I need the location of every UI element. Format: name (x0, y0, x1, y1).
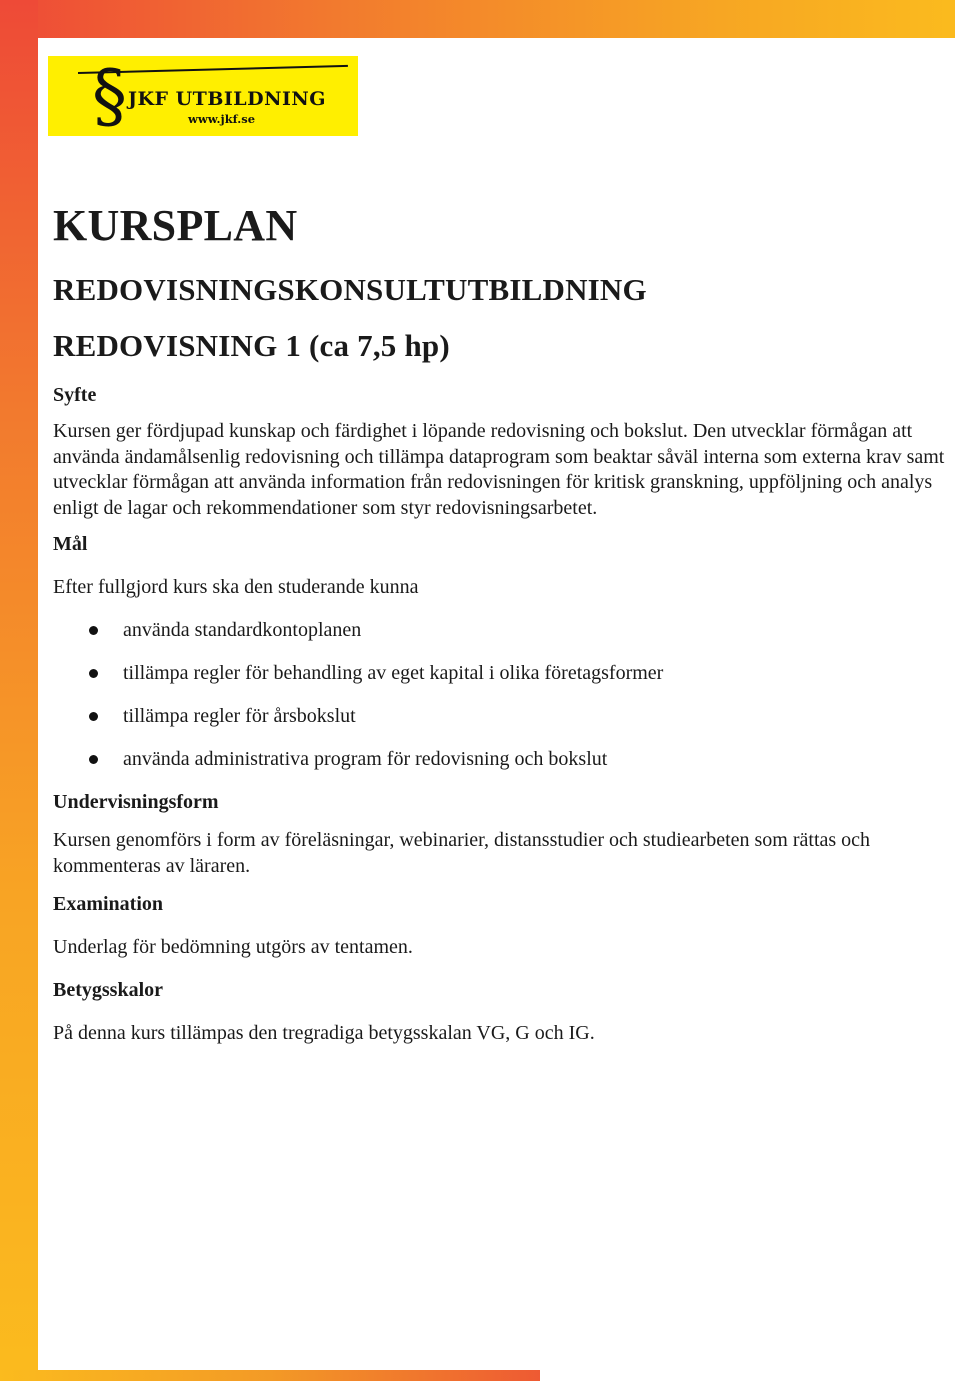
list-item-text: använda administrativa program för redovisning och bokslut (123, 748, 608, 770)
list-item (53, 695, 948, 738)
bullet-icon (89, 669, 98, 678)
betygsskalor-heading: Betygsskalor (53, 979, 163, 1001)
document-body (53, 190, 948, 1055)
bullet-icon (89, 712, 98, 721)
frame-bottom-border (0, 1370, 540, 1381)
document-title: KURSPLAN (53, 201, 298, 250)
program-title: REDOVISNINGSKONSULTUTBILDNING (53, 272, 647, 307)
list-item (53, 609, 948, 652)
bullet-icon (89, 755, 98, 764)
bullet-icon (89, 626, 98, 635)
list-item-text: tillämpa regler för årsbokslut (123, 705, 356, 727)
examination-text: Underlag för bedömning utgörs av tentamen. (53, 936, 413, 958)
list-item (53, 738, 948, 781)
course-title: REDOVISNING 1 (ca 7,5 hp) (53, 328, 450, 363)
logo-url: www.jkf.se (188, 112, 256, 126)
mal-list (53, 609, 948, 781)
betygsskalor-text: På denna kurs tillämpas den tregradiga betygsskalan VG, G och IG. (53, 1022, 595, 1044)
section-sign-icon: § (92, 55, 127, 137)
list-item-text: tillämpa regler för behandling av eget kapital i olika företagsformer (123, 662, 664, 684)
syfte-heading: Syfte (53, 384, 97, 406)
jkf-logo (48, 56, 358, 136)
undervisningsform-text: Kursen genomförs i form av föreläsningar, webinarier, distansstudier och studiearbeten som rättas och kommenteras av läraren. (53, 829, 871, 877)
examination-heading: Examination (53, 893, 164, 915)
list-item (53, 652, 948, 695)
mal-heading: Mål (53, 533, 88, 555)
mal-intro: Efter fullgjord kurs ska den studerande kunna (53, 576, 419, 598)
undervisningsform-heading: Undervisningsform (53, 791, 219, 813)
syfte-text: Kursen ger fördjupad kunskap och färdighet i löpande redovisning och bokslut. Den utvecklar förmågan att använda ändamålsenlig redovisning och tillämpa dataprogram som beaktar såväl interna som externa krav samt utvecklar förmågan att använda information från redovisningen för kritisk granskning, uppföljning och analys enligt de lagar och rekommendationer som styr redovisningsarbetet. (53, 420, 945, 519)
frame-corner-gap (955, 0, 960, 38)
logo-name: JKF UTBILDNING (128, 88, 326, 110)
list-item-text: använda standardkontoplanen (123, 619, 362, 641)
frame-top-border (0, 0, 960, 38)
frame-left-border (0, 0, 38, 1381)
